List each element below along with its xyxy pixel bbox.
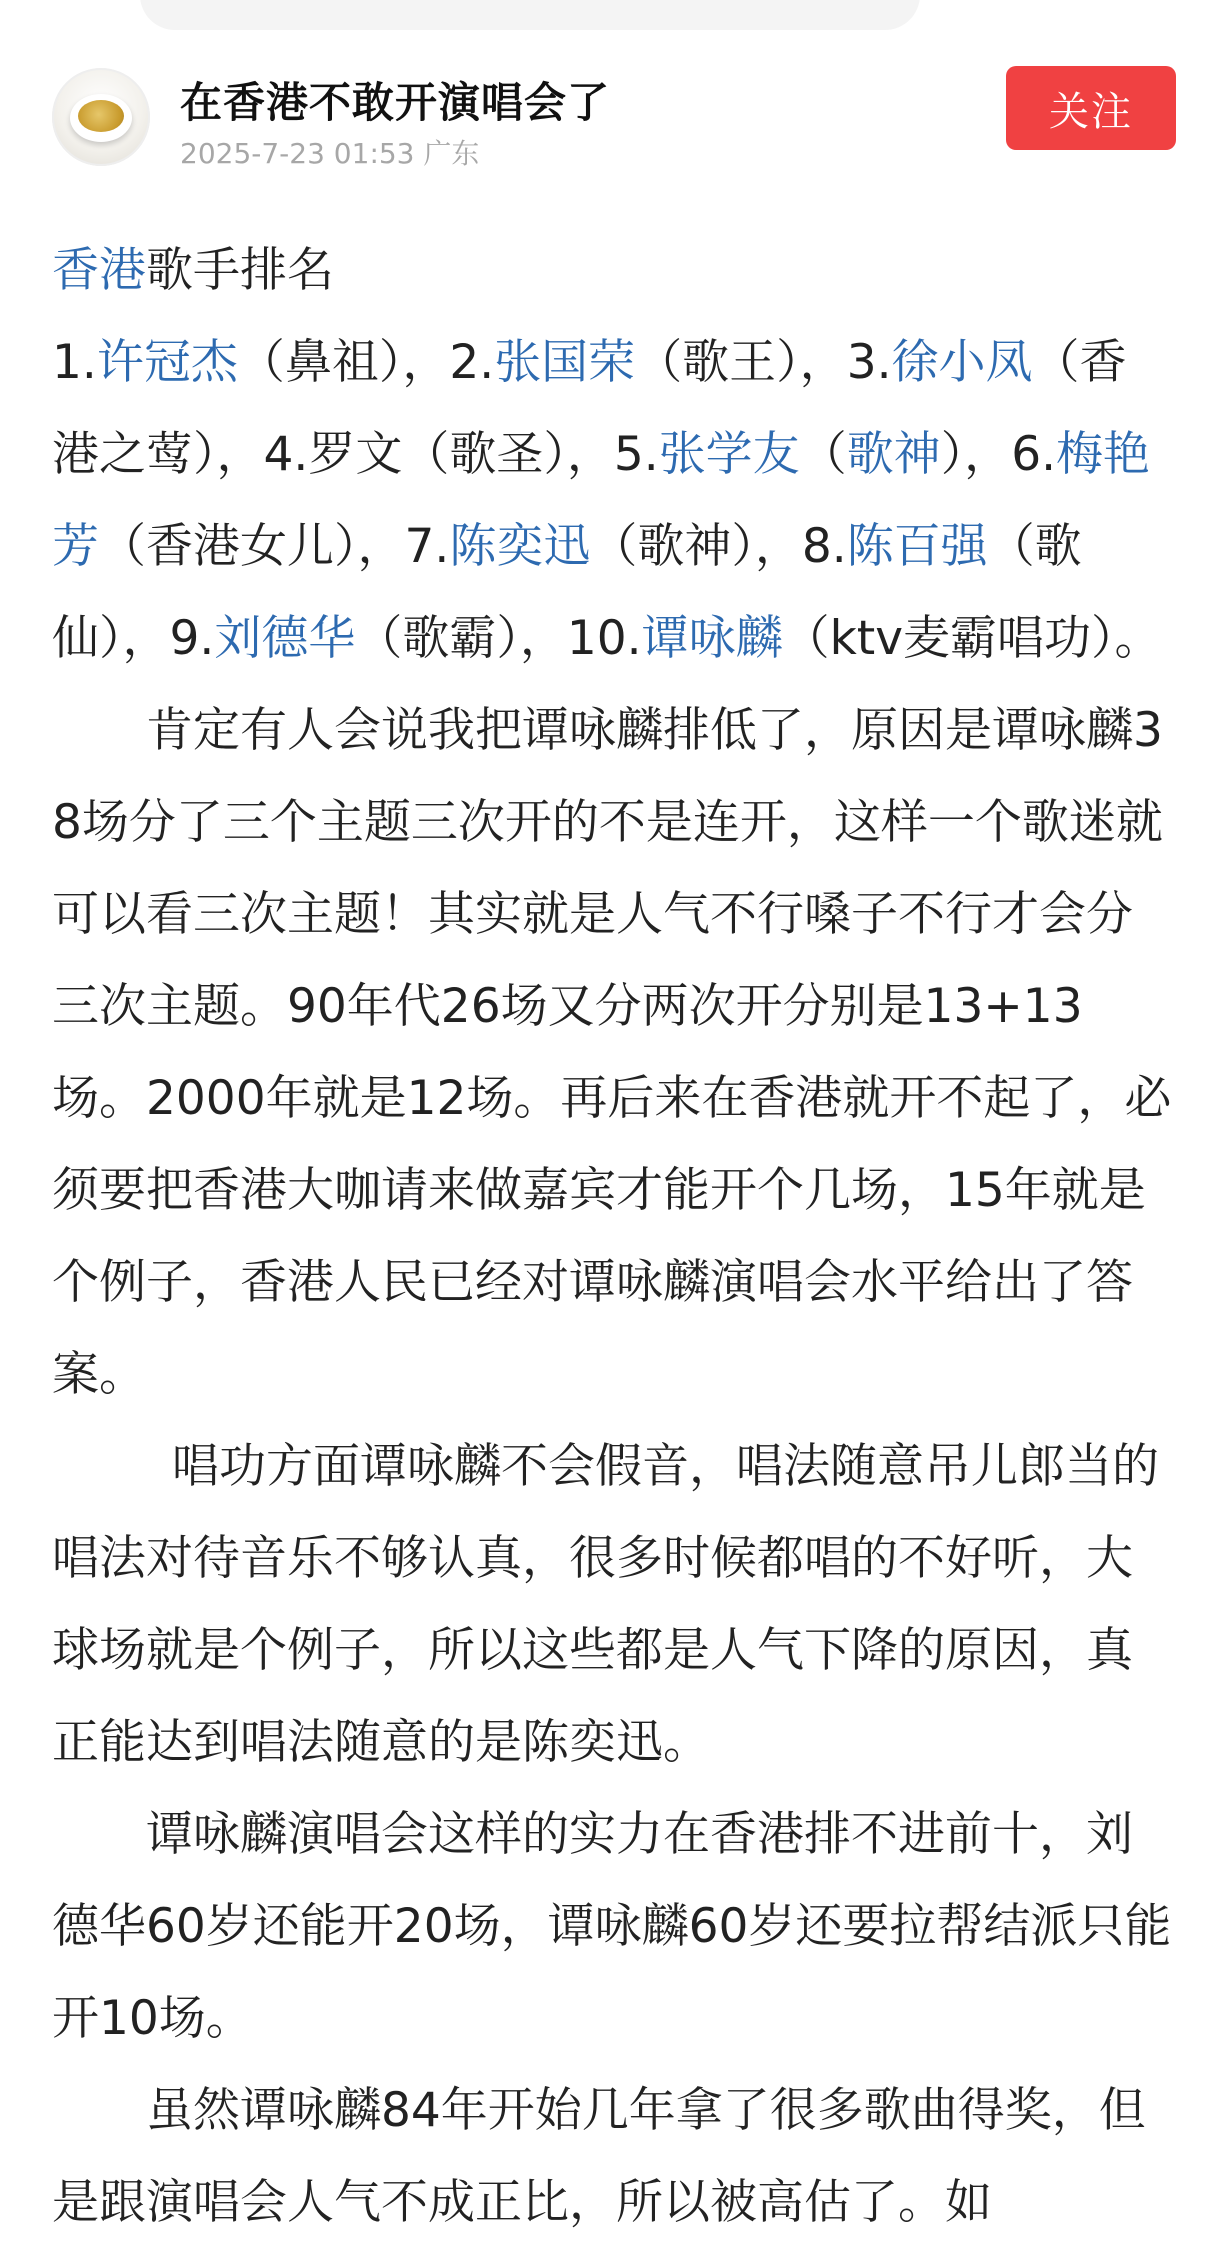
singer-link[interactable]: 刘德华 [214,611,356,666]
author-name[interactable]: 在香港不敢开演唱会了 [180,78,611,127]
post-meta: 2025-7-23 01:53 广东 [180,137,480,170]
search-bar[interactable] [140,0,920,30]
link-hong-kong[interactable]: 香港 [52,243,146,298]
rank-number: 2. [449,335,495,390]
rank-number: 4. [263,427,309,482]
post-header [0,60,1223,170]
heading-text: 歌手排名 [146,243,334,298]
paragraph: 谭咏麟演唱会这样的实力在香港排不进前十，刘德华60岁还能开20场，谭咏麟60岁还要拉帮结派只能开10场。 [52,1807,1172,2046]
ranking-list [52,317,1172,685]
rank-number: 6. [1011,427,1057,482]
title-link[interactable]: 歌神 [846,427,941,482]
singer-title: （歌王）， [635,335,847,390]
singer-title: （歌霸）， [355,611,567,666]
paragraph: 虽然谭咏麟84年开始几年拿了很多歌曲得奖，但是跟演唱会人气不成正比，所以被高估了。如 [52,2083,1146,2230]
follow-button[interactable]: 关注 [1006,66,1176,150]
paragraph: 唱功方面谭咏麟不会假音，唱法随意吊儿郎当的唱法对待音乐不够认真，很多时候都唱的不好听，大球场就是个例子，所以这些都是人气下降的原因，真正能达到唱法随意的是陈奕迅。 [52,1439,1159,1770]
rank-number: 8. [801,519,847,574]
singer-title: （歌仙）， [52,519,1082,666]
singer-link[interactable]: 张学友 [658,427,800,482]
rank-number: 7. [404,519,450,574]
singer-title: （歌圣）， [402,427,614,482]
tea-icon [78,100,124,132]
singer-link[interactable]: 徐小凤 [891,335,1033,390]
singer-link[interactable]: 陈百强 [846,519,988,574]
singer-link[interactable]: 陈奕迅 [449,519,591,574]
article-body [52,225,1172,2249]
rank-number: 3. [846,335,892,390]
singer-title: （香港女儿）， [99,519,405,574]
singer-title: （鼻祖）， [237,335,450,390]
singer-title: （ktv麦霸唱功）。 [782,611,1162,666]
singer-title: （ [799,427,847,482]
singer-title: （歌神）， [590,519,802,574]
rank-number: 10. [566,611,642,666]
rank-number: 9. [169,611,215,666]
avatar[interactable] [52,68,150,166]
singer-title: （香港之莺）， [52,335,1127,482]
singer-name: 罗文 [308,427,403,482]
rank-number: 1. [52,335,97,390]
singer-link[interactable]: 梅艳芳 [52,427,1151,574]
singer-link[interactable]: 许冠杰 [96,335,238,390]
singer-link[interactable]: 谭咏麟 [641,611,783,666]
paragraph: 肯定有人会说我把谭咏麟排低了，原因是谭咏麟38场分了三个主题三次开的不是连开，这样一个歌迷就可以看三次主题！其实就是人气不行嗓子不行才会分三次主题。90年代26场又分两次开分别是13+13场。2000年就是12场。再后来在香港就开不起了，必须要把香港大咖请来做嘉宾才能开个几场，15年就是个例子，香港人民已经对谭咏麟演唱会水平给出了答案。 [52,703,1172,1402]
singer-title: ）， [940,427,1012,482]
rank-number: 5. [613,427,659,482]
singer-link[interactable]: 张国荣 [494,335,636,390]
article-heading [52,225,1172,317]
